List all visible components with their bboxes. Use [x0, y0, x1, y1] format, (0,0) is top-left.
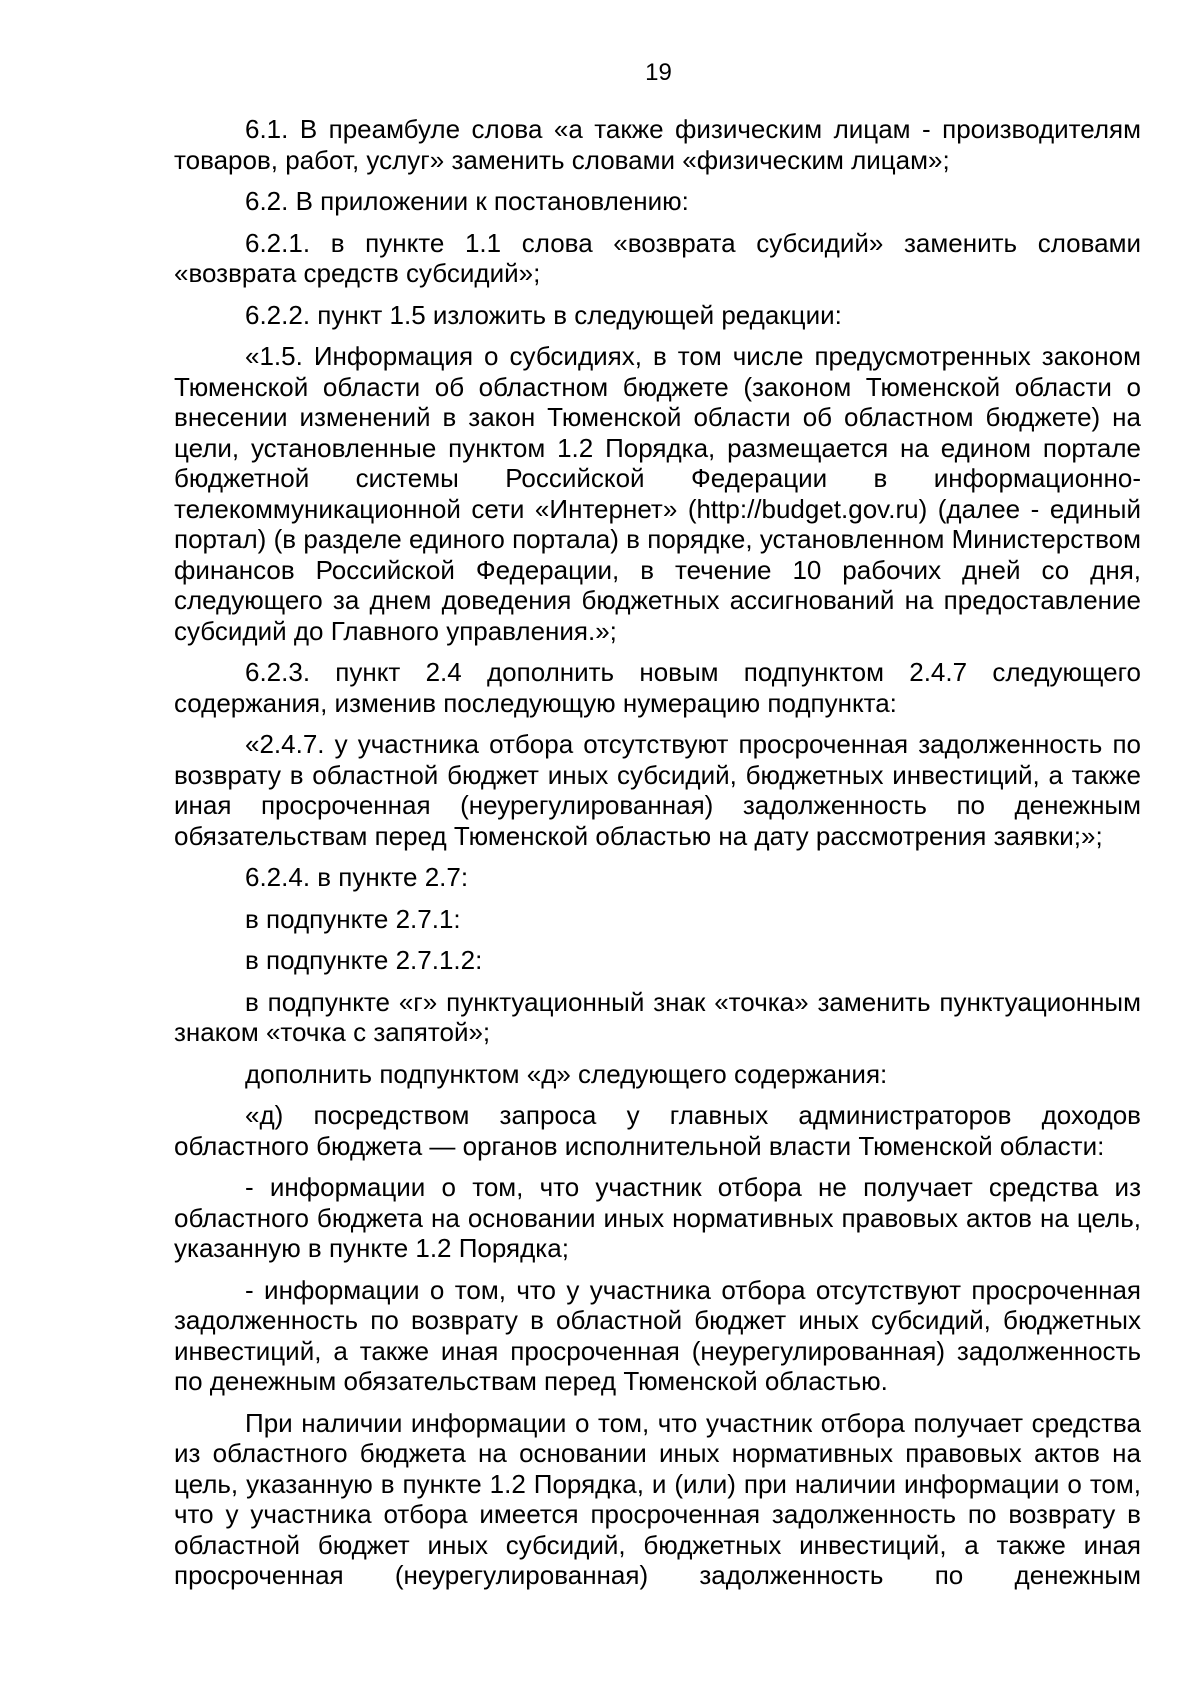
paragraph-6-2: 6.2. В приложении к постановлению:	[245, 186, 689, 216]
paragraph-subitem-2-7-1-2: в подпункте 2.7.1.2:	[245, 945, 483, 975]
paragraph-6-2-1: 6.2.1. в пункте 1.1 слова «возврата субсидий» заменить словами «возврата средств субсидий»;	[174, 227, 1141, 288]
paragraph-subitem-d-text: «д) посредством запроса у главных администраторов доходов областного бюджета — органов исполнительной власти Тюменской области:	[174, 1100, 1141, 1161]
paragraph-info-debt: - информации о том, что у участника отбора отсутствуют просроченная задолженность по возврату в областной бюджет иных субсидий, бюджетных инвестиций, а также иная просроченная (неурегулированная) задолженность по денежным обязательствам перед Тюменской областью.	[174, 1274, 1141, 1396]
document-body	[174, 114, 1141, 1602]
paragraph-2-4-7-text: «2.4.7. у участника отбора отсутствуют просроченная задолженность по возврату в областной бюджет иных субсидий, бюджетных инвестиций, а также иная просроченная (неурегулированная) задолженность по денежным обязательствам перед Тюменской областью на дату рассмотрения заявки;»;	[174, 729, 1141, 851]
page-number: 19	[645, 59, 672, 86]
paragraph-6-2-3: 6.2.3. пункт 2.4 дополнить новым подпунктом 2.4.7 следующего содержания, изменив последующую нумерацию подпункта:	[174, 657, 1141, 718]
paragraph-6-2-2: 6.2.2. пункт 1.5 изложить в следующей редакции:	[245, 299, 842, 330]
paragraph-subitem-2-7-1: в подпункте 2.7.1:	[245, 903, 461, 934]
paragraph-subitem-g: в подпункте «г» пунктуационный знак «точка» заменить пунктуационным знаком «точка с запятой»;	[174, 986, 1141, 1047]
paragraph-6-2-4: 6.2.4. в пункте 2.7:	[245, 862, 469, 892]
paragraph-if-info: При наличии информации о том, что участник отбора получает средства из областного бюджета на основании иных нормативных правовых актов на цель, указанную в пункте 1.2 Порядка, и (или) при наличии информации о том, что у участника отбора имеется просроченная задолженность по возврату в областной бюджет иных субсидий, бюджетных инвестиций, а также иная просроченная (неурегулированная) задолженность по денежным	[174, 1407, 1141, 1590]
paragraph-6-1: 6.1. В преамбуле слова «а также физическим лицам - производителям товаров, работ, услуг» заменить словами «физическим лицам»;	[174, 114, 1141, 175]
paragraph-1-5-text: «1.5. Информация о субсидиях, в том числе предусмотренных законом Тюменской области об областном бюджете (законом Тюменской области о внесении изменений в закон Тюменской области об областном бюджете) на цели, установленные пунктом 1.2 Порядка, размещается на едином портале бюджетной системы Российской Федерации в информационно-телекоммуникационной сети «Интернет» (http://budget.gov.ru) (далее - единый портал) (в разделе единого портала) в порядке, установленном Министерством финансов Российской Федерации, в течение 10 рабочих дней со дня, следующего за днем доведения бюджетных ассигнований на предоставление субсидий до Главного управления.»;	[174, 341, 1141, 646]
paragraph-info-funds: - информации о том, что участник отбора не получает средства из областного бюджета на основании иных нормативных правовых актов на цель, указанную в пункте 1.2 Порядка;	[174, 1172, 1141, 1263]
paragraph-add-subitem-d: дополнить подпунктом «д» следующего содержания:	[245, 1058, 888, 1089]
